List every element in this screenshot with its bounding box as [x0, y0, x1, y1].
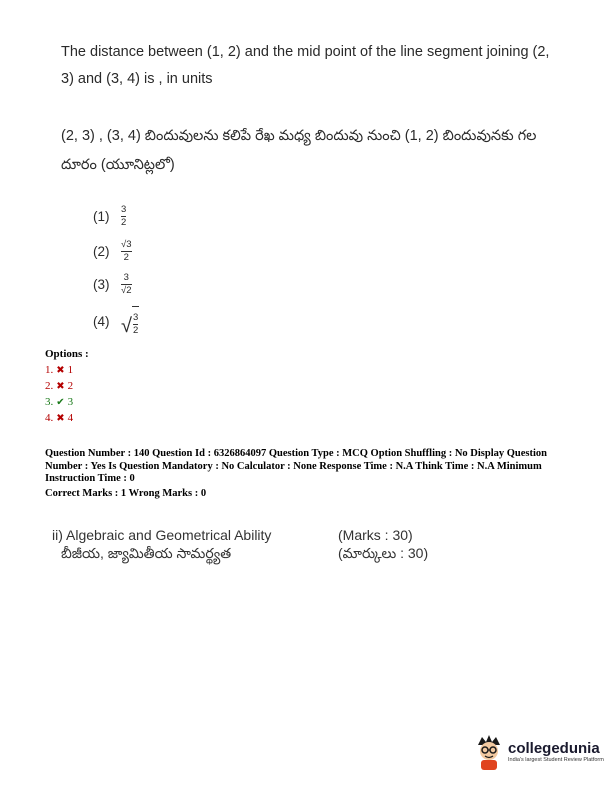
section-marks-english: (Marks : 30) — [338, 527, 413, 543]
option-4 — [93, 306, 139, 336]
option-fraction — [121, 205, 126, 228]
answer-label: 2. — [45, 380, 54, 392]
option-1 — [93, 205, 126, 228]
denominator: 2 — [123, 252, 129, 263]
answer-item-2 — [45, 380, 73, 392]
answer-value: 2 — [67, 380, 74, 392]
answer-label: 1. — [45, 364, 54, 376]
question-metadata: Question Number : 140 Question Id : 6326864097 Question Type : MCQ Option Shuffling : No Display Question Number : Yes Is Question Mandatory : No Calculator : None Response Time : N.A Think Time : N.A Minimum Instruction Time : 0 — [45, 448, 548, 484]
answer-value: 1 — [67, 364, 74, 376]
option-2 — [93, 240, 132, 263]
answer-value: 3 — [67, 396, 74, 408]
question-text-english: The distance between (1, 2) and the mid point of the line segment joining (2, 3) and (3, 4) is , in units — [61, 44, 550, 87]
option-number: (4) — [93, 313, 110, 329]
logo-name: collegedunia — [508, 739, 600, 757]
numerator: 3 — [121, 204, 127, 215]
option-3 — [93, 273, 132, 296]
denominator: 2 — [121, 217, 127, 228]
cross-icon: ✖ — [56, 380, 65, 392]
check-icon: ✔ — [56, 396, 65, 408]
answer-label: 3. — [45, 396, 54, 408]
radical-sign: √ — [121, 315, 132, 337]
option-fraction — [121, 240, 132, 263]
marks-line: Correct Marks : 1 Wrong Marks : 0 — [45, 488, 207, 499]
answer-label: 4. — [45, 412, 54, 424]
option-number: (2) — [93, 244, 110, 259]
logo-tagline: India's largest Student Review Platform — [508, 756, 604, 763]
options-heading: Options : — [45, 348, 89, 360]
section-title-english: ii) Algebraic and Geometrical Ability — [52, 527, 272, 543]
denominator: 2 — [132, 325, 139, 336]
numerator: √3 — [121, 239, 132, 250]
answer-item-1 — [45, 364, 73, 376]
numerator: 3 — [132, 312, 139, 323]
denominator: √2 — [121, 285, 132, 296]
question-text-telugu: (2, 3) , (3, 4) బిందువులను కలిపే రేఖ మధ్య బిందువు నుంచి (1, 2) బిందువునకు గల దూరం (యూనిట్లలో) — [61, 128, 537, 173]
section-marks-telugu: (మార్కులు : 30) — [338, 545, 429, 561]
cross-icon: ✖ — [56, 412, 65, 424]
numerator: 3 — [123, 272, 129, 283]
option-number: (1) — [93, 209, 110, 224]
mascot-icon — [474, 733, 504, 771]
answer-value: 4 — [67, 412, 74, 424]
answer-item-3 — [45, 396, 73, 408]
option-number: (3) — [93, 277, 110, 292]
collegedunia-logo — [474, 733, 604, 771]
option-radical — [121, 306, 139, 336]
answer-item-4 — [45, 412, 73, 424]
option-fraction — [121, 273, 132, 296]
cross-icon: ✖ — [56, 364, 65, 376]
section-title-telugu: బీజీయ, జ్యామితీయ సామర్థ్యత — [61, 545, 232, 561]
